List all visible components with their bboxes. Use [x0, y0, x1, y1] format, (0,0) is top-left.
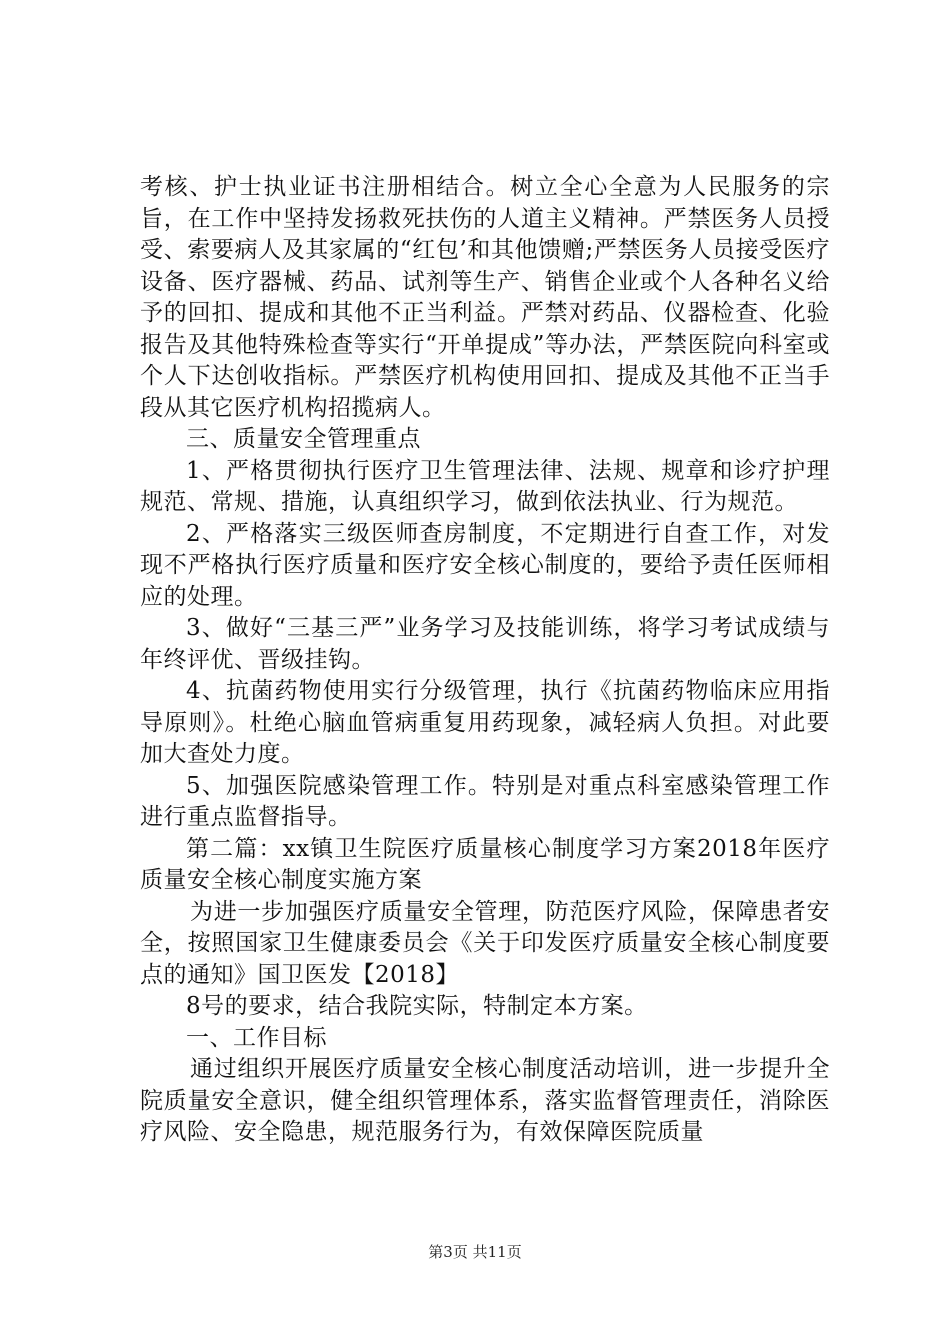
- paragraph-intro-continued: 8号的要求，结合我院实际，特制定本方案。: [186, 993, 648, 1019]
- list-item-4: 4、抗菌药物使用实行分级管理，执行《抗菌药物临床应用指导原则》。杜绝心脑血管病重复用药现象，减轻病人负担。对此要加大查处力度。: [140, 678, 830, 767]
- list-item-2: 2、严格落实三级医师查房制度，不定期进行自查工作，对发现不严格执行医疗质量和医疗安全核心制度的，要给予责任医师相应的处理。: [140, 520, 830, 610]
- section-heading-goals: 一、工作目标: [186, 1024, 327, 1051]
- list-item-1: 1、严格贯彻执行医疗卫生管理法律、法规、规章和诊疗护理规范、常规、措施，认真组织学习，做到依法执业、行为规范。: [140, 457, 830, 515]
- list-item-3: 3、做好“三基三严”业务学习及技能训练，将学习考试成绩与年终评优、晋级挂钩。: [140, 615, 830, 673]
- document-body: [140, 172, 830, 1149]
- page-footer: 第3页 共11页: [428, 1243, 522, 1261]
- paragraph-intro: 为进一步加强医疗质量安全管理，防范医疗风险，保障患者安全，按照国家卫生健康委员会《关于印发医疗质量安全核心制度要点的通知》国卫医发【2018】: [140, 898, 830, 988]
- paragraph-1: 考核、护士执业证书注册相结合。树立全心全意为人民服务的宗旨，在工作中坚持发扬救死扶伤的人道主义精神。严禁医务人员授受、索要病人及其家属的“红包’和其他馈赠;严禁医务人员接受医疗设备、医疗器械、药品、试剂等生产、销售企业或个人各种名义给予的回扣、提成和其他不正当利益。严禁对药品、仪器检查、化验报告及其他特殊检查等实行“开单提成”等办法，严禁医院向科室或个人下达创收指标。严禁医疗机构使用回扣、提成及其他不正当手段从其它医疗机构招揽病人。: [140, 174, 830, 421]
- list-item-5: 5、加强医院感染管理工作。特别是对重点科室感染管理工作进行重点监督指导。: [140, 772, 830, 830]
- section-heading-quality-safety: 三、质量安全管理重点: [186, 426, 421, 452]
- paragraph-goals: 通过组织开展医疗质量安全核心制度活动培训，进一步提升全院质量安全意识，健全组织管理体系，落实监督管理责任，消除医疗风险、安全隐患，规范服务行为，有效保障医院质量: [140, 1056, 830, 1145]
- chapter-title-second: 第二篇：xx镇卫生院医疗质量核心制度学习方案2018年医疗质量安全核心制度实施方案: [140, 835, 830, 893]
